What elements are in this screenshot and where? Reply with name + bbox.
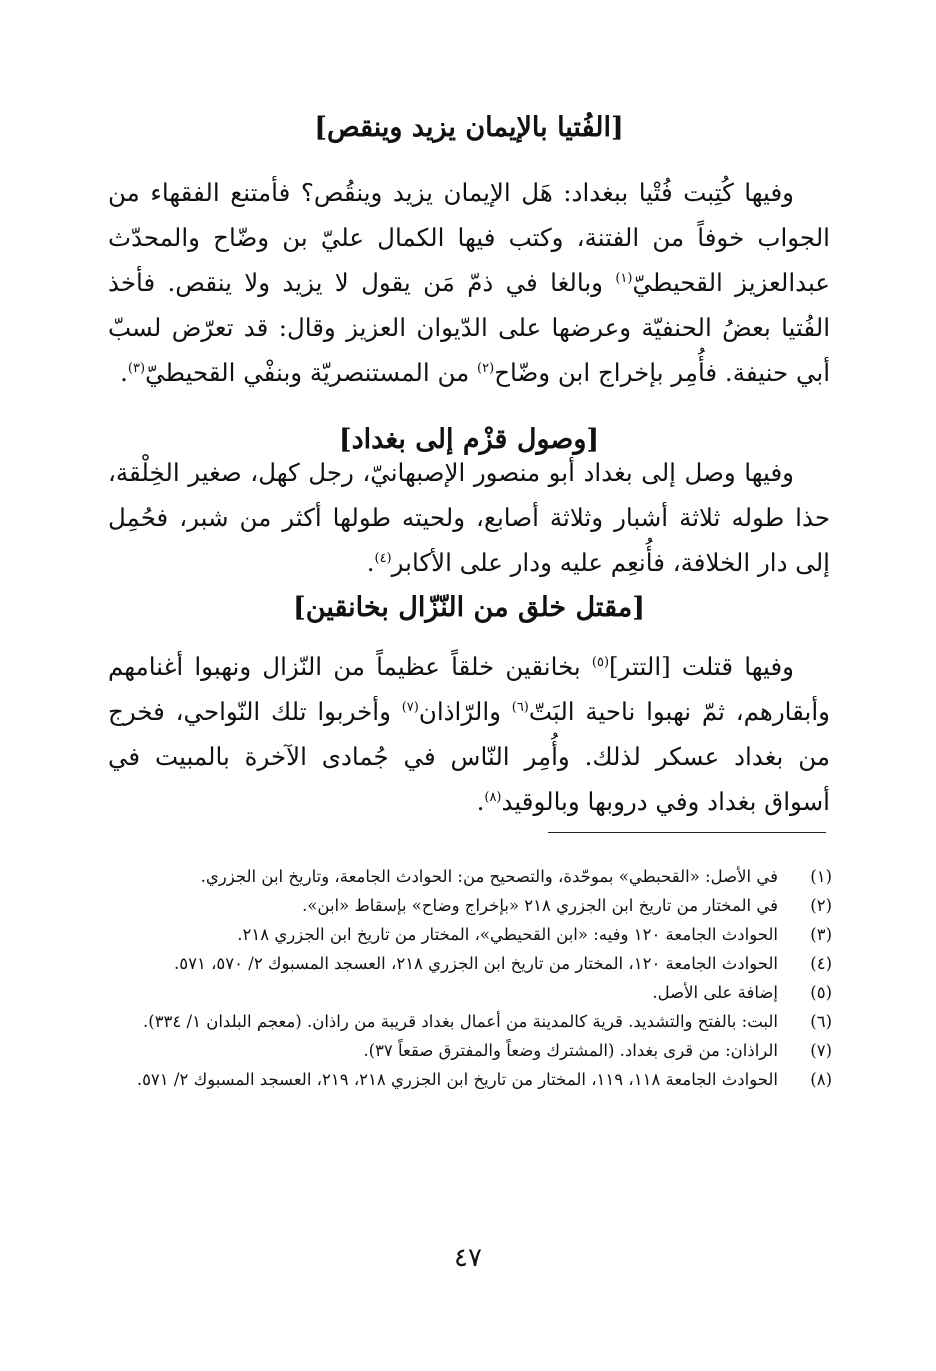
footnote-number: (٣) (810, 925, 832, 944)
footnote-item (108, 1065, 832, 1094)
footnote-item (108, 891, 832, 920)
footnote-item (108, 920, 832, 949)
paragraph-text (108, 644, 830, 824)
text-run: . (476, 787, 485, 816)
footnote-text: البت: بالفتح والتشديد. قرية كالمدينة من أعمال بغداد قريبة من راذان. (معجم البلدان ١/ ٣٣٤). (143, 1012, 778, 1031)
footnote-ref-3[interactable]: (٣) (127, 360, 146, 376)
paragraph-khaniqin (108, 644, 830, 824)
text-run: وأخربوا تلك النّواحي، فخرج من بغداد عسكر لذلك. وأُمِر النّاس في جُمادى الآخرة بالمبيت في أسواق بغداد وفي دروبها وبالوقيد (108, 697, 830, 816)
footnotes (108, 862, 832, 1094)
text-run: . (366, 548, 375, 577)
text-run: وفيها كُتِبت فُتْيا ببغداد: هَل الإيمان يزيد وينقُص؟ فأمتنع الفقهاء من الجواب خوفاً من الفتنة، وكتب فيها الكمال عليّ بن وضّاح والمحدّث عبدالعزيز القحيطيّ (108, 178, 831, 297)
footnote-text: الحوادث الجامعة ١٢٠، المختار من تاريخ ابن الجزري ٢١٨، العسجد المسبوك ٢/ ٥٧٠، ٥٧١. (173, 954, 778, 973)
footnote-number: (٦) (810, 1012, 832, 1031)
footnote-ref-4[interactable]: (٤) (374, 550, 392, 566)
footnote-ref-6[interactable]: (٦) (511, 699, 529, 715)
footnote-item (108, 862, 832, 891)
section-heading-khaniqin: [مقتل خلق من النّزّال بخانقين] (293, 592, 645, 623)
footnote-number: (١) (810, 867, 832, 886)
page-number: ٤٧ (454, 1243, 482, 1273)
footnote-separator (548, 832, 826, 833)
paragraph-dwarf (108, 450, 830, 585)
footnote-text: الحوادث الجامعة ١١٨، ١١٩، المختار من تاريخ ابن الجزري ٢١٨، ٢١٩، العسجد المسبوك ٢/ ٥٧١. (136, 1070, 778, 1089)
footnote-number: (٤) (810, 954, 832, 973)
footnote-number: (٥) (810, 983, 832, 1002)
footnote-ref-8[interactable]: (٨) (484, 789, 502, 805)
paragraph-text (108, 450, 830, 585)
footnote-ref-5[interactable]: (٥) (591, 654, 610, 670)
footnote-ref-1[interactable]: (١) (615, 270, 633, 286)
paragraph-fatwa (108, 170, 830, 395)
text-run: وفيها قتلت [التتر] (609, 652, 794, 681)
footnote-number: (٨) (810, 1070, 832, 1089)
footnote-item (108, 1007, 832, 1036)
footnote-text: إضافة على الأصل. (652, 983, 778, 1002)
footnote-number: (٢) (810, 896, 832, 915)
footnote-number: (٧) (810, 1041, 832, 1060)
footnote-text: الحوادث الجامعة ١٢٠ وفيه: «ابن القحيطي»، المختار من تاريخ ابن الجزري ٢١٨. (237, 925, 778, 944)
footnote-ref-2[interactable]: (٢) (477, 360, 495, 376)
footnote-item (108, 949, 832, 978)
text-run: والرّاذان (418, 697, 512, 726)
text-run: بخانقين خلقاً عظيماً من النّزال ونهبوا أغنامهم وأبقارهم، ثمّ نهبوا ناحية البَتّ (108, 652, 830, 726)
footnote-text: في الأصل: «القحبطي» بموحّدة، والتصحيح من: الحوادث الجامعة، وتاريخ ابن الجزري. (200, 867, 778, 886)
footnote-ref-7[interactable]: (٧) (401, 699, 419, 715)
footnote-text: في المختار من تاريخ ابن الجزري ٢١٨ «بإخراج وضاح» بإسقاط «ابن». (302, 896, 778, 915)
text-run: من المستنصريّة وبنفْي القحيطيّ (145, 358, 478, 387)
paragraph-text (108, 170, 830, 395)
footnote-item (108, 1036, 832, 1065)
section-heading-dwarf: [وصول قزْم إلى بغداد] (338, 424, 600, 455)
footnote-item (108, 978, 832, 1007)
text-run: . (120, 358, 128, 387)
text-run: وبالغا في ذمّ مَن يقول لا يزيد ولا ينقص. فأخذ الفُتيا بعضُ الحنفيّة وعرضها على الدّيوان العزيز وقال: قد تعرّض لسبّ أبي حنيفة. فأُمِر بإخراج ابن وضّاح (108, 268, 830, 387)
text-run: وفيها وصل إلى بغداد أبو منصور الإصبهانيّ، رجل كهل، صغير الخِلْقة، حذا طوله ثلاثة أشبار وثلاثة أصابع، ولحيته طولها أكثر من شبر، فحُمِل إلى دار الخلافة، فأُنعِم عليه ودار على الأكابر (108, 458, 830, 577)
section-heading-fatwa: [الفُتيا بالإيمان يزيد وينقص] (314, 112, 624, 143)
footnote-text: الراذان: من قرى بغداد. (المشترك وضعاً والمفترق صقعاً ٣٧). (363, 1041, 778, 1060)
